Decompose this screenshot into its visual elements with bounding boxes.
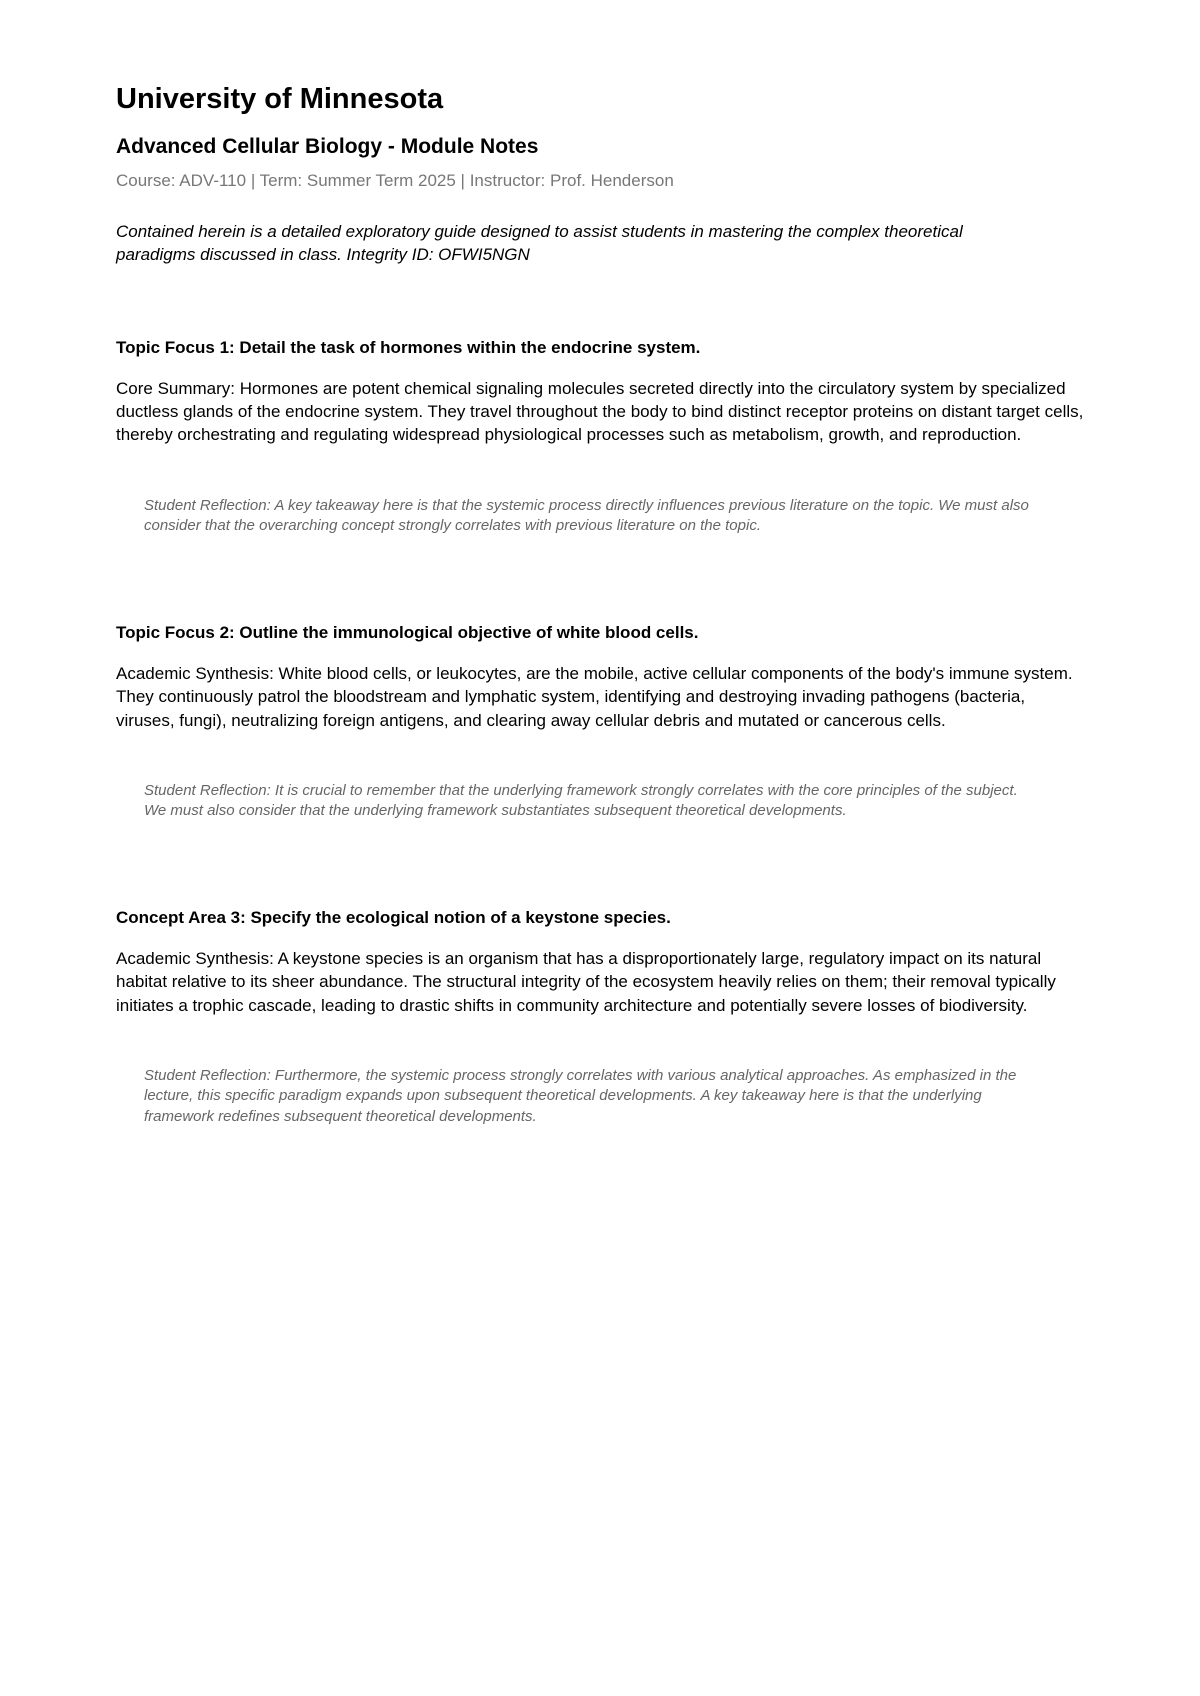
section-body: Core Summary: Hormones are potent chemical signaling molecules secreted directly into the circulatory system by specialized ductless glands of the endocrine system. They travel throughout the body to bind distinct receptor proteins on distant target cells, thereby orchestrating and regulating widespread physiological processes such as metabolism, growth, and reproduction.	[116, 378, 1084, 445]
section-heading: Topic Focus 2: Outline the immunological objective of white blood cells.	[116, 623, 699, 643]
section-heading: Topic Focus 1: Detail the task of hormones within the endocrine system.	[116, 338, 701, 358]
student-reflection: Student Reflection: It is crucial to remember that the underlying framework strongly correlates with the core principles of the subject. We must also consider that the underlying framework substantiates subsequent theoretical developments.	[144, 781, 1018, 820]
section-body: Academic Synthesis: A keystone species is an organism that has a disproportionately large, regulatory impact on its natural habitat relative to its sheer abundance. The structural integrity of the ecosystem heavily relies on them; their removal typically initiates a trophic cascade, leading to drastic shifts in community architecture and potentially severe losses of biodiversity.	[116, 948, 1056, 1015]
document-page	[116, 82, 1086, 1127]
course-title: Advanced Cellular Biology - Module Notes	[116, 134, 539, 158]
student-reflection: Student Reflection: A key takeaway here is that the systemic process directly influences previous literature on the topic. We must also consider that the overarching concept strongly correlates with previous literature on the topic.	[144, 496, 1029, 535]
course-meta: Course: ADV-110 | Term: Summer Term 2025 | Instructor: Prof. Henderson	[116, 170, 674, 190]
section-3	[116, 907, 1086, 1126]
section-1	[116, 337, 1086, 536]
student-reflection: Student Reflection: Furthermore, the systemic process strongly correlates with various analytical approaches. As emphasized in the lecture, this specific paradigm expands upon subsequent theoretical developments. A key takeaway here is that the underlying framework redefines subsequent theoretical developments.	[144, 1067, 1017, 1125]
section-body: Academic Synthesis: White blood cells, or leukocytes, are the mobile, active cellular components of the body's immune system. They continuously patrol the bloodstream and lymphatic system, identifying and destroying invading pathogens (bacteria, viruses, fungi), neutralizing foreign antigens, and clearing away cellular debris and mutated or cancerous cells.	[116, 663, 1073, 730]
section-heading: Concept Area 3: Specify the ecological notion of a keystone species.	[116, 908, 671, 928]
section-2	[116, 622, 1086, 821]
university-title: University of Minnesota	[116, 83, 444, 115]
intro-paragraph: Contained herein is a detailed exploratory guide designed to assist students in mastering the complex theoretical paradigms discussed in class. Integrity ID: OFWI5NGN	[116, 222, 963, 265]
